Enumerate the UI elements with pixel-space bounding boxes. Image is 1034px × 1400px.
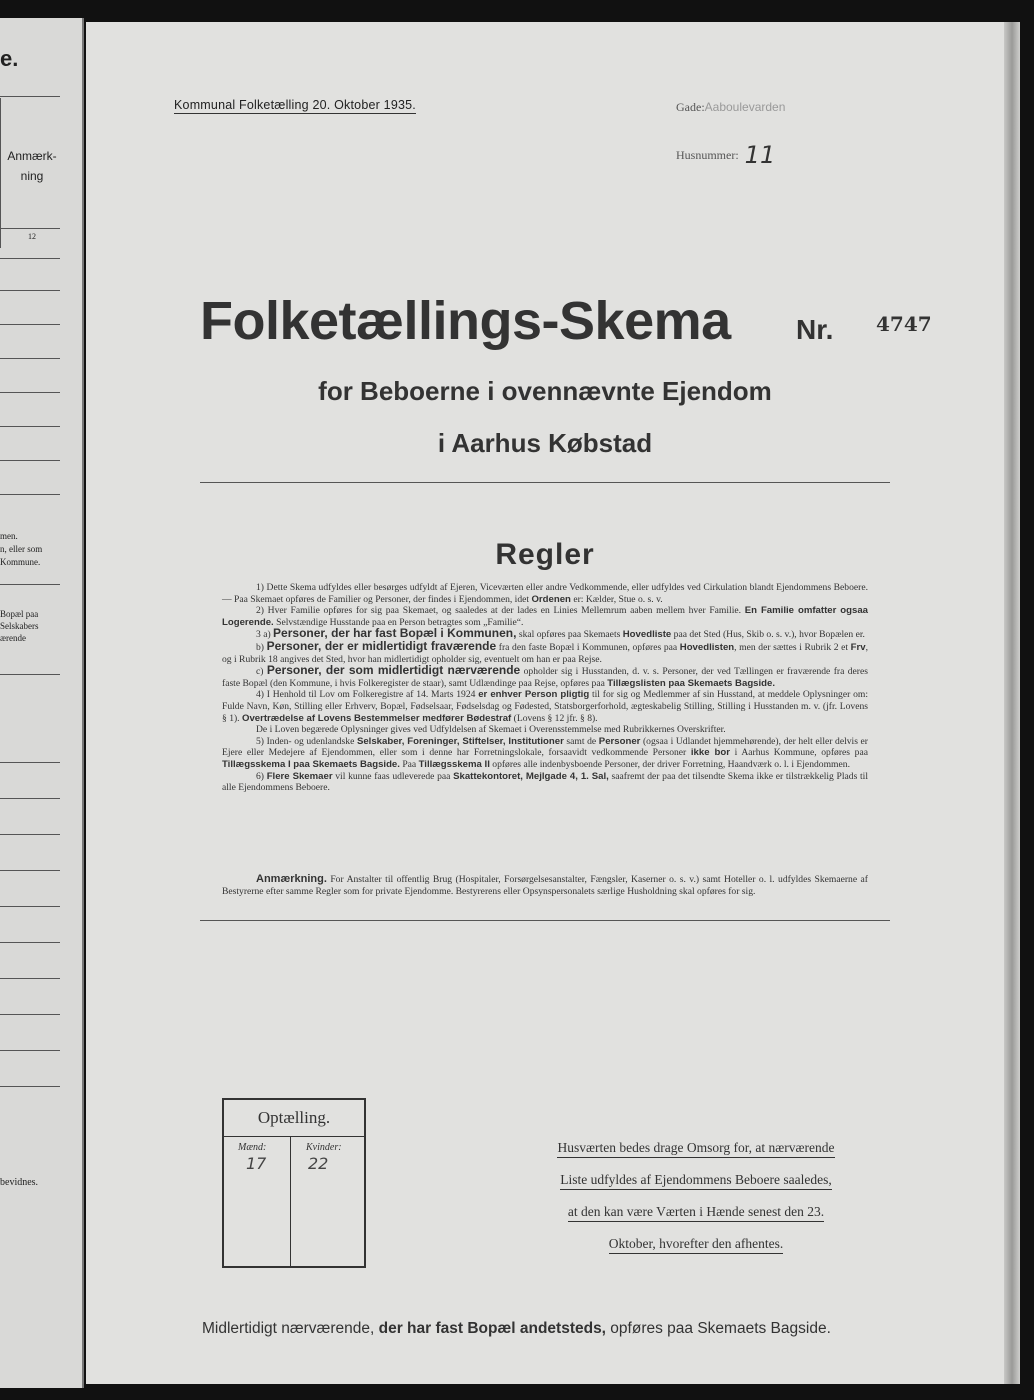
notice-line: Liste udfyldes af Ejendommens Beboere saaledes, <box>560 1171 831 1190</box>
note-text: bevidnes. <box>0 1177 39 1188</box>
remark-text: For Anstalter til offentlig Brug (Hospitaler, Forsørgelsesanstalter, Fængsler, Kaserner o. s. v.) samt Hoteller o. l. udfyldes Skemaerne af Bestyrerne efter samme Regler som for private Ejendomme. Bestyrerens eller Opsynspersonalets særlige Husholdning skal opføres for sig. <box>222 874 868 897</box>
divider <box>0 762 60 763</box>
divider <box>290 1136 291 1266</box>
divider <box>0 460 60 461</box>
note-text: ærende <box>0 633 26 643</box>
street-value: Aaboulevarden <box>704 100 786 114</box>
street-field <box>676 100 785 115</box>
divider <box>0 358 60 359</box>
divider <box>0 798 60 799</box>
tally-title: Optælling. <box>257 1108 331 1127</box>
notice-line: Oktober, hvorefter den afhentes. <box>609 1235 784 1254</box>
women-label: Kvinder: <box>306 1142 342 1153</box>
rule-1: 1) Dette Skema udfyldes eller besørges udfyldt af Ejeren, Viceværten eller andre Vedkommende, eller udfyldes ved Cirkulation blandt Ejendommens Beboere. — Paa Skemaet opføres de Familier og Personer, der findes i Ejendommen, idet Ordenen er: Kælder, Stue o. s. v. <box>222 582 868 605</box>
divider <box>0 258 60 259</box>
divider <box>0 494 60 495</box>
house-number-value: 11 <box>744 141 776 169</box>
column-number: 12 <box>28 232 36 241</box>
notice-line: at den kan være Værten i Hænde senest den 23. <box>568 1203 824 1222</box>
street-label: Gade: <box>676 100 705 114</box>
remark-label: Anmærkning. <box>256 873 327 885</box>
men-count: 17 <box>246 1154 267 1173</box>
form-number-label: Nr. <box>796 314 834 345</box>
divider <box>0 1086 60 1087</box>
divider <box>0 978 60 979</box>
form-subtitle-city: i Aarhus Købstad <box>437 428 653 458</box>
landlord-notice <box>526 1132 866 1260</box>
divider <box>0 942 60 943</box>
divider <box>0 584 60 585</box>
divider <box>200 920 890 921</box>
women-count: 22 <box>308 1154 329 1173</box>
tally-box <box>222 1098 366 1268</box>
note-text: Bopæl paa <box>0 609 39 619</box>
divider <box>0 906 60 907</box>
rule-6: 6) Flere Skemaer vil kunne faas udleverede paa Skattekontoret, Mejlgade 4, 1. Sal, saafremt der paa det tilsendte Skema ikke er tilstrækkelig Plads til alle Ejendommens Beboere. <box>222 770 868 794</box>
rule-3a: 3 a) Personer, der har fast Bopæl i Kommunen, skal opføres paa Skemaets Hovedliste paa det Sted (Hus, Skib o. s. v.), hvor Bopælen er. <box>256 626 865 641</box>
footer-instruction: Midlertidigt nærværende, der har fast Bopæl andetsteds, opføres paa Skemaets Bagside. <box>202 1320 831 1337</box>
previous-page-fragment <box>0 18 84 1388</box>
note-text: n, eller som <box>0 544 43 554</box>
divider <box>0 426 60 427</box>
divider <box>0 392 60 393</box>
divider <box>0 1050 60 1051</box>
note-text: Kommune. <box>0 557 41 567</box>
rule-4: 4) I Henhold til Lov om Folkeregistre af 14. Marts 1924 er enhver Person pligtig til for sig og Medlemmer af sin Husstand, at meddele Oplysninger om: Fulde Navn, Køn, Stilling eller Erhverv, Bopæl, Fødselsaar, Fødselsdag og Fødested, Statsborgerforhold, ægteskabelig Stilling, Stilling i Husstanden m. v. (jfr. Lovens § 1). Overtrædelse af Lovens Bestemmelser medfører Bødestraf (Lovens § 12 jfr. § 8). <box>222 689 868 724</box>
divider <box>0 674 60 675</box>
census-heading: Kommunal Folketælling 20. Oktober 1935. <box>174 98 416 112</box>
divider <box>224 1136 364 1137</box>
divider <box>0 96 60 97</box>
column-label: ning <box>20 169 44 183</box>
house-number-field <box>676 137 776 169</box>
rule-2: 2) Hver Familie opføres for sig paa Skemaet, og saaledes at der lades en Linies Mellemrum aaben mellem hver Familie. En Familie omfatter ogsaa Logerende. Selvstændige Husstande paa en Person betragtes som „Familie“. <box>222 605 869 628</box>
rule-5: 5) Inden- og udenlandske Selskaber, Foreninger, Stiftelser, Institutioner samt de Personer (ogsaa i Udlandet hjemmehørende), der helt eller delvis er Ejere eller Medejere af Ejendommen, eller som i denne har Forretningslokale, forsaavidt vedkommende Personer ikke bor i Aarhus Kommune, opføres paa Tillægsskema I paa Skemaets Bagside. Paa Tillægsskema II opføres alle indenbysboende Personer, der driver Forretning, Haandværk o. l. i Ejendommen. <box>222 735 868 770</box>
house-number-label: Husnummer: <box>676 148 739 162</box>
rule-4-note: De i Loven begærede Oplysninger gives ved Udfyldelsen af Skemaet i Overensstemmelse med Rubrikkernes Overskrifter. <box>256 724 726 736</box>
divider <box>0 324 60 325</box>
census-form-page <box>86 22 1004 1384</box>
previous-page-header: e. <box>0 46 19 71</box>
divider <box>0 870 60 871</box>
rule-3b: b) Personer, der er midlertidigt fraværende fra den faste Bopæl i Kommunen, opføres paa Hovedlisten, men der sættes i Rubrik 2 et Frv, og i Rubrik 18 angives det Sted, hvor han midlertidigt opholder sig, eventuelt om han er paa Rejse. <box>222 638 869 665</box>
divider <box>0 834 60 835</box>
page-edge <box>1004 22 1020 1384</box>
divider <box>200 482 890 483</box>
form-subtitle: for Beboerne i ovennævnte Ejendom <box>318 376 772 406</box>
men-label: Mænd: <box>238 1142 267 1153</box>
column-header-anmaerkning <box>4 146 60 186</box>
note-text: men. <box>0 531 18 541</box>
divider <box>0 98 1 248</box>
rule-3c: c) Personer, der som midlertidigt nærværende opholder sig i Husstanden, d. v. s. Personer, der ved Tællingen er fraværende fra deres faste Bopæl (den Kommune, i hvis Folkeregister de staar), samt Udlændinge paa Rejse, opføres paa Tillægslisten paa Skemaets Bagside. <box>222 663 868 689</box>
note-text: Selskabers <box>0 621 39 631</box>
column-label: Anmærk- <box>7 149 57 163</box>
divider <box>0 228 60 229</box>
form-title: Folketællings-Skema <box>200 291 731 351</box>
remark-note <box>222 874 868 897</box>
form-number-value: 4747 <box>876 312 932 336</box>
rules-text <box>222 582 868 794</box>
divider <box>0 290 60 291</box>
notice-line: Husværten bedes drage Omsorg for, at nærværende <box>557 1139 834 1158</box>
rules-heading: Regler <box>495 538 595 571</box>
divider <box>0 1014 60 1015</box>
